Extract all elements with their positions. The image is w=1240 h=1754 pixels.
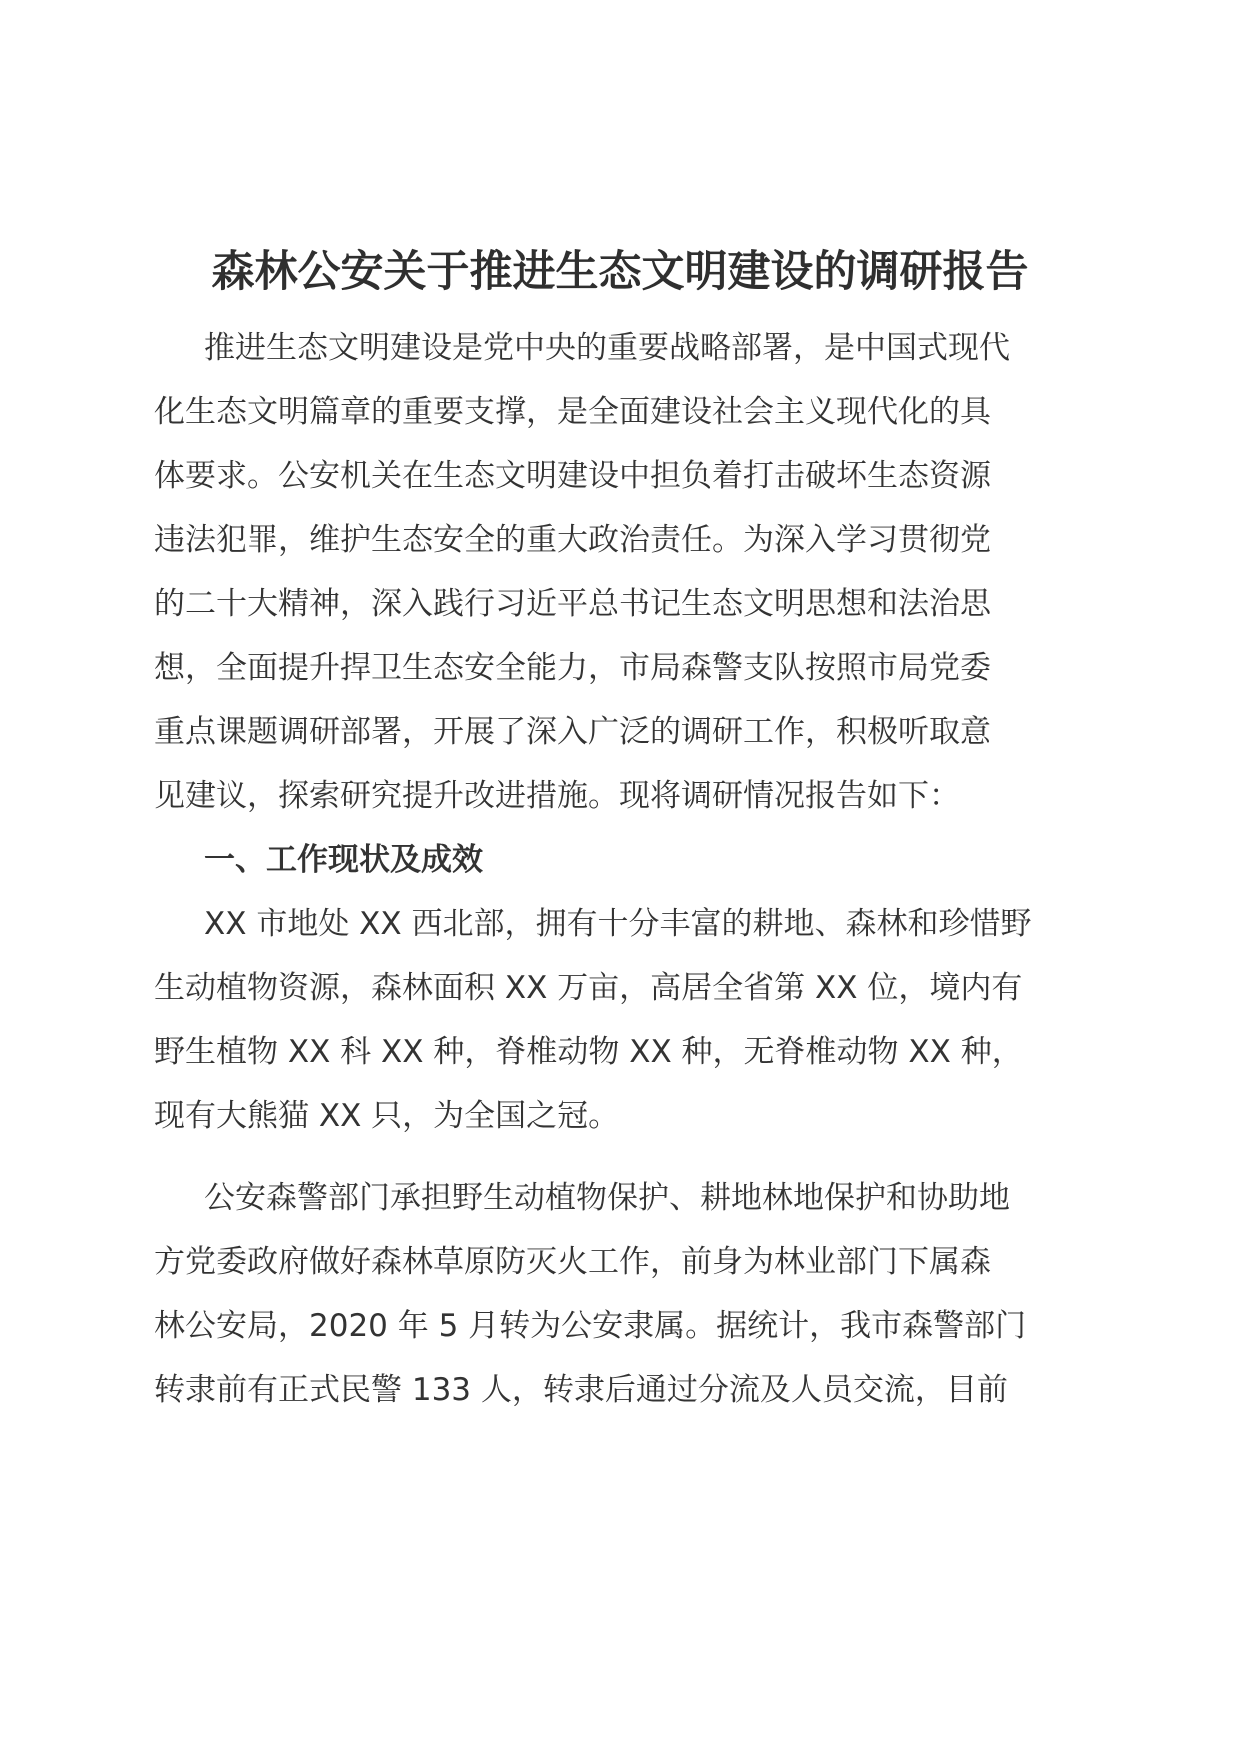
paragraph-1-line: 的二十大精神，深入践行习近平总书记生态文明思想和法治思 [154,586,991,622]
paragraph-1-line: 见建议，探索研究提升改进措施。现将调研情况报告如下： [154,778,960,814]
paragraph-2-line: 生动植物资源，森林面积 XX 万亩，高居全省第 XX 位，境内有 [154,970,1023,1006]
document-title: 森林公安关于推进生态文明建设的调研报告 [211,247,1029,297]
paragraph-1-line: 重点课题调研部署，开展了深入广泛的调研工作，积极听取意 [154,714,991,750]
paragraph-1-line: 推进生态文明建设是党中央的重要战略部署，是中国式现代 [204,330,1010,366]
paragraph-3-line: 公安森警部门承担野生动植物保护、耕地林地保护和协助地 [204,1180,1010,1216]
paragraph-1-line: 想，全面提升捍卫生态安全能力，市局森警支队按照市局党委 [154,650,991,686]
section-heading: 一、工作现状及成效 [204,842,483,878]
paragraph-1-line: 体要求。公安机关在生态文明建设中担负着打击破坏生态资源 [154,458,991,494]
paragraph-1-line: 违法犯罪，维护生态安全的重大政治责任。为深入学习贯彻党 [154,522,991,558]
paragraph-2-line: 野生植物 XX 科 XX 种，脊椎动物 XX 种，无脊椎动物 XX 种， [154,1034,1023,1070]
paragraph-3-line: 方党委政府做好森林草原防灭火工作，前身为林业部门下属森 [154,1244,991,1280]
paragraph-2-line: 现有大熊猫 XX 只，为全国之冠。 [154,1098,620,1134]
paragraph-3-line: 转隶前有正式民警 133 人，转隶后通过分流及人员交流，目前 [154,1372,1008,1408]
paragraph-2-line: XX 市地处 XX 西北部，拥有十分丰富的耕地、森林和珍惜野 [204,906,1032,942]
paragraph-3-line: 林公安局，2020 年 5 月转为公安隶属。据统计，我市森警部门 [154,1308,1027,1344]
paragraph-1-line: 化生态文明篇章的重要支撑，是全面建设社会主义现代化的具 [154,394,991,430]
